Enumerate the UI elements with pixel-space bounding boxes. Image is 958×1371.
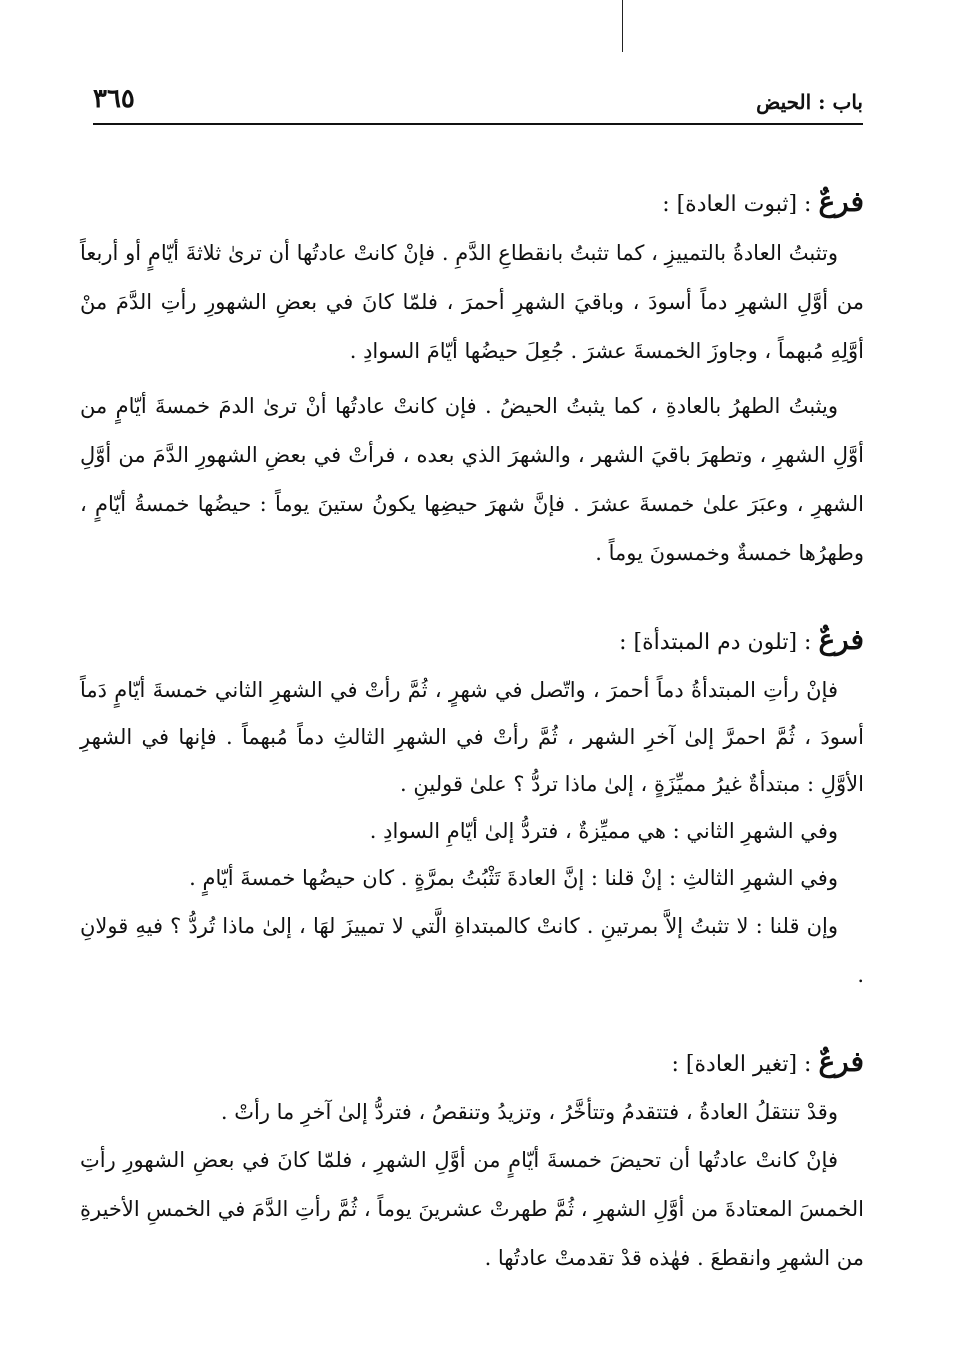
page-body xyxy=(80,178,864,1283)
paragraph: وفي الشهرِ الثاني : هي مميِّزةٌ ، فتردُّ إلىٰ أيّامِ السوادِ . xyxy=(369,819,838,843)
far-label: فرعٌ xyxy=(818,623,864,656)
section-title: : [ثبوت العادة] : xyxy=(662,192,819,217)
paragraph: ويثبتُ الطهرُ بالعادةِ ، كما يثبتُ الحيضُ . فإن كانتْ عادتُها أنْ ترىٰ الدمَ خمسةَ أيّامٍ من أوَّلِ الشهرِ ، وتطهرَ باقيَ الشهر ، والشهرَ الذي بعده ، فرأتْ في بعضِ الشهورِ الدَّمَ من أوَّلِ الشهرِ ، وعبَرَ علىٰ خمسةَ عشرَ . فإنَّ شهرَ حيضِها يكونُ ستينَ يوماً : حيضُها خمسةُ أيّامٍ ، وطهرُها خمسةٌ وخمسونَ يوماً . xyxy=(80,394,864,565)
section-heading xyxy=(80,178,864,229)
page-number: ٣٦٥ xyxy=(93,84,135,114)
section-thubut-al-ada xyxy=(80,178,864,578)
section-heading xyxy=(80,1038,864,1089)
paragraph: وقدْ تنتقلُ العادةُ ، فتتقدمُ وتتأخَّرُ ، وتزيدُ وتنقصُ ، فتردُّ إلىٰ آخرِ ما رأتْ . xyxy=(220,1100,838,1124)
section-talawwun-dam-al-mubtadaa xyxy=(80,616,864,1000)
section-taghayyur-al-ada xyxy=(80,1038,864,1283)
far-label: فرعٌ xyxy=(818,185,864,218)
far-label: فرعٌ xyxy=(818,1045,864,1078)
section-title: : [تلون دم المبتدأة] : xyxy=(619,630,819,655)
page-edge-line xyxy=(622,0,623,52)
header-rule xyxy=(93,123,863,125)
section-title: : [تغير العادة] : xyxy=(671,1052,819,1077)
paragraph: وفي الشهرِ الثالثِ : إنْ قلنا : إنَّ العادةَ تَثْبُتُ بمرَّةٍ . كان حيضُها خمسةَ أيّامٍ . xyxy=(189,866,838,890)
paragraph: فإنْ كانتْ عادتُها أن تحيضَ خمسةَ أيّامٍ من أوَّلِ الشهرِ ، فلمّا كانَ في بعضِ الشهورِ رأتِ الخمسَ المعتادةَ من أوَّلِ الشهرِ ، ثُمَّ طهرتْ عشرينَ يوماً ، ثُمَّ رأتِ الدَّمَ في الخمسِ الأخيرةِ من الشهرِ وانقطعَ . فهٰذه قدْ تقدمتْ عادتُها . xyxy=(80,1148,864,1270)
paragraph: فإنْ رأتِ المبتدأةُ دماً أحمرَ ، واتّصل في شهرٍ ، ثُمَّ رأتْ في الشهرِ الثاني خمسةَ أيّامٍ دَماً أسودَ ، ثُمَّ احمرَّ إلىٰ آخرِ الشهر ، ثُمَّ رأتْ في الشهرِ الثالثِ دماً مُبهماً . فإنها في الشهرِ الأوَّلِ : مبتدأةٌ غيرُ مميِّزَةٍ ، إلىٰ ماذا تردُّ ؟ علىٰ قولينِ . xyxy=(80,678,864,796)
running-head: باب : الحيض xyxy=(756,90,863,114)
page-header xyxy=(93,82,863,122)
paragraph: وإن قلنا : لا تثبتُ إلاَّ بمرتينِ . كانتْ كالمبتداةِ الَّتي لا تمييزَ لهَا ، إلىٰ ماذا تُردُّ ؟ فيهِ قولانِ . xyxy=(80,914,864,987)
paragraph: وتثبتُ العادةُ بالتمييزِ ، كما تثبتُ بانقطاعِ الدَّمِ . فإنْ كانتْ عادتُها أن ترىٰ ثلاثةَ أيّامٍ أو أربعاً من أوَّلِ الشهرِ دماً أسودَ ، وباقيَ الشهرِ أحمرَ ، فلمّا كانَ في بعضِ الشهورِ رأتِ الدَّمَ منْ أوَّلِهِ مُبهماً ، وجاوزَ الخمسةَ عشرَ . جُعِلَ حيضُها أيّامَ السوادِ . xyxy=(80,241,864,363)
section-heading xyxy=(80,616,864,667)
